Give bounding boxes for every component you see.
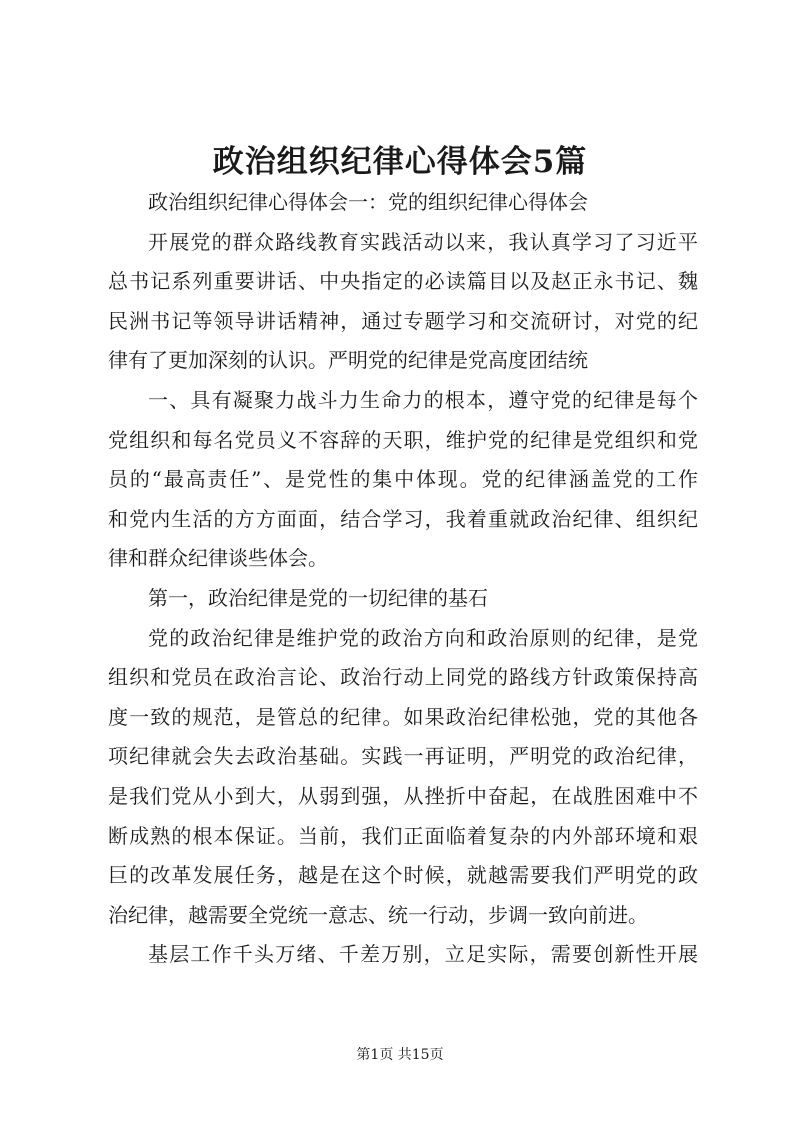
paragraph-line: 律有了更加深刻的认识。严明党的纪律是党高度团结统: [108, 348, 588, 373]
paragraph-line: 党的政治纪律是维护党的政治方向和政治原则的纪律，是党: [148, 625, 698, 650]
paragraph-line: 度一致的规范，是管总的纪律。如果政治纪律松弛，党的其他各: [108, 704, 698, 729]
paragraph-line: 开展党的群众路线教育实践活动以来，我认真学习了习近平: [148, 229, 698, 254]
document-title: 政治组织纪律心得体会5篇: [212, 144, 588, 180]
paragraph-line: 组织和党员在政治言论、政治行动上同党的路线方针政策保持高: [108, 665, 698, 690]
subheading-line: 第一，政治纪律是党的一切纪律的基石: [148, 585, 488, 610]
paragraph-line: 是我们党从小到大，从弱到强，从挫折中奋起，在战胜困难中不: [108, 783, 698, 808]
paragraph-line: 基层工作千头万绪、千差万别，立足实际，需要创新性开展: [148, 942, 698, 967]
document-body: [108, 183, 698, 975]
paragraph-line: 治纪律，越需要全党统一意志、统一行动，步调一致向前进。: [108, 902, 648, 927]
paragraph-line: 巨的改革发展任务，越是在这个时候，就越需要我们严明党的政: [108, 863, 698, 888]
page-footer: [0, 1045, 800, 1065]
paragraph-line: 总书记系列重要讲话、中央指定的必读篇目以及赵正永书记、魏: [108, 269, 698, 294]
paragraph-line: 和党内生活的方方面面，结合学习，我着重就政治纪律、组织纪: [108, 506, 698, 531]
paragraph-line: 员的“最高责任”、是党性的集中体现。党的纪律涵盖党的工作: [108, 467, 698, 492]
page-number-label: 第1页 共15页: [356, 1047, 444, 1063]
subheading-line: 政治组织纪律心得体会一：党的组织纪律心得体会: [148, 190, 588, 214]
paragraph-line: 民洲书记等领导讲话精神，通过专题学习和交流研讨，对党的纪: [108, 308, 698, 333]
paragraph-line: 党组织和每名党员义不容辞的天职，维护党的纪律是党组织和党: [108, 427, 698, 452]
paragraph-line: 项纪律就会失去政治基础。实践一再证明，严明党的政治纪律，: [108, 744, 698, 769]
paragraph-line: 断成熟的根本保证。当前，我们正面临着复杂的内外部环境和艰: [108, 823, 698, 848]
paragraph-line: 一、具有凝聚力战斗力生命力的根本，遵守党的纪律是每个: [148, 387, 698, 412]
paragraph-line: 律和群众纪律谈些体会。: [108, 546, 328, 571]
